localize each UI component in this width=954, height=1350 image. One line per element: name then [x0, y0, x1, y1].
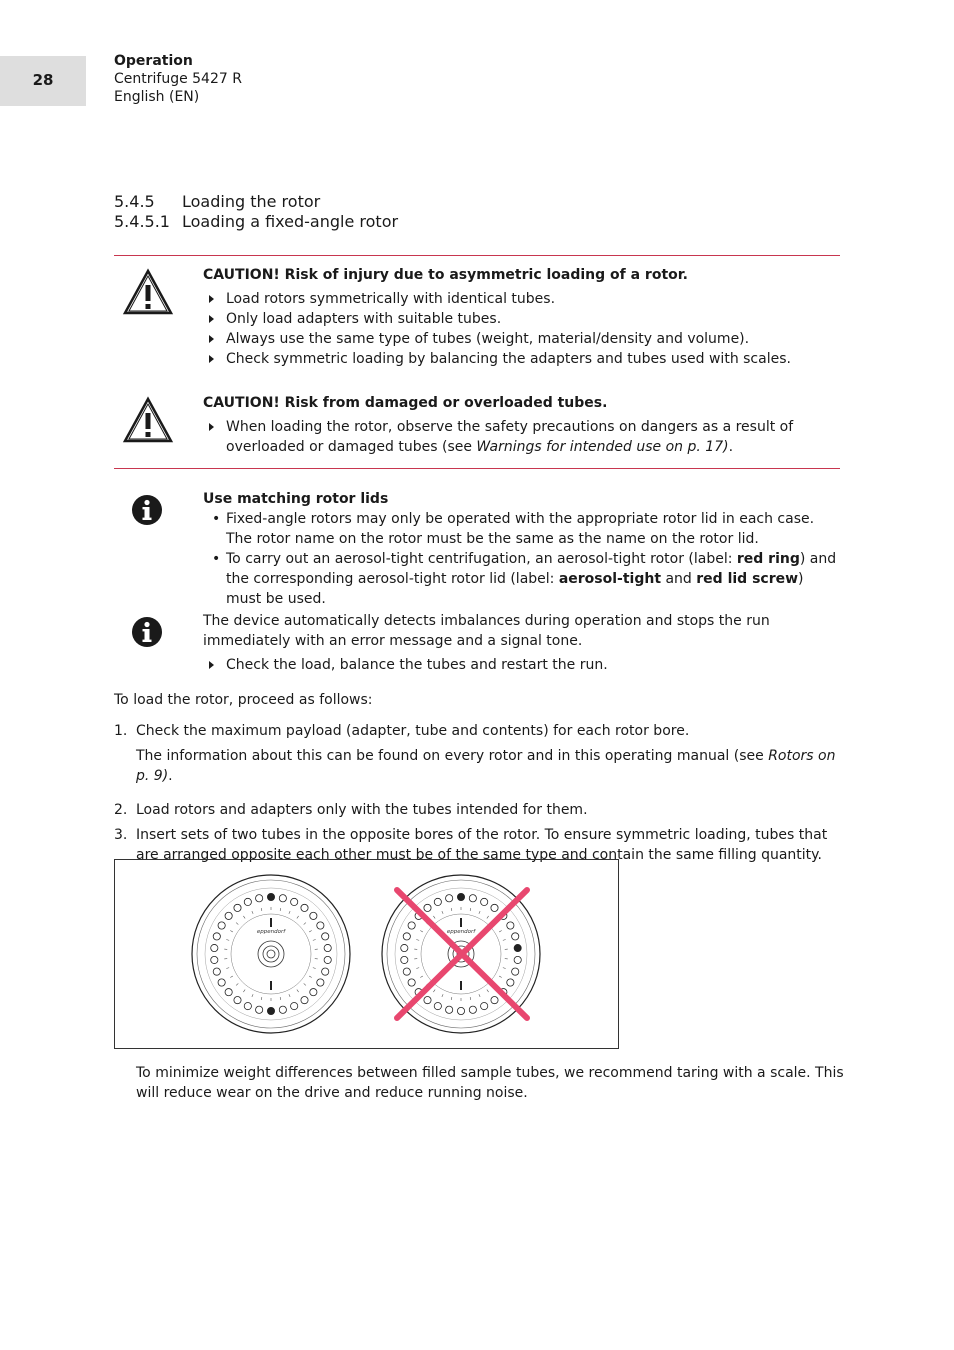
rotor-bore [211, 956, 218, 963]
step-item [114, 721, 844, 786]
bore-number-mark [420, 931, 423, 933]
rotor-bore [434, 1002, 441, 1009]
rotor-bore [446, 895, 453, 902]
bore-number-mark [309, 931, 312, 933]
caution-list [203, 417, 843, 457]
caution-asymmetric [203, 265, 843, 369]
bore-number-mark [499, 976, 502, 978]
cross-reference-link[interactable]: Rotors on p. 9) [136, 748, 836, 784]
bore-number-mark [313, 939, 316, 940]
header-product: Centrifuge 5427 R [114, 71, 242, 87]
list-item: • Fixed-angle rotors may only be operated with the appropriate rotor lid in each case. The rotor name on the rotor must be the same as the name on the rotor lid. [203, 509, 843, 549]
rotor-bore [507, 979, 514, 986]
list-item-text: When loading the rotor, observe the safety precautions on dangers as a result of overloaded or damaged tubes (see [226, 419, 794, 455]
bore-number-mark [433, 990, 435, 992]
rotor-bore [291, 1002, 298, 1009]
rotor-bore [457, 1007, 464, 1014]
list-item: Only load adapters with suitable tubes. [203, 309, 843, 329]
bore-number-mark [236, 923, 238, 925]
rotor-bore [469, 1006, 476, 1013]
cross-reference-link[interactable]: Warnings for intended use on p. 17) [476, 439, 729, 455]
list-item [203, 549, 843, 609]
incorrect-cross-icon [397, 890, 527, 1018]
rotor-bore [403, 968, 410, 975]
label-red-lid-screw: red lid screw [696, 571, 799, 587]
bore-number-mark [433, 916, 435, 918]
bore-number-mark [297, 916, 299, 918]
bore-number-mark [226, 968, 229, 969]
header-language: English (EN) [114, 89, 200, 105]
warning-triangle-icon [122, 396, 174, 444]
rotor-bore [408, 979, 415, 986]
rotor-bore [310, 912, 317, 919]
step-number: 2. [114, 802, 128, 818]
list-item-end: . [728, 439, 734, 455]
heading-number: 5.4.5 [114, 192, 155, 211]
bore-number-mark [470, 997, 471, 1000]
rotor-bore [514, 944, 521, 951]
rotor-bore [512, 968, 519, 975]
label-aerosol-tight: aerosol-tight [558, 571, 662, 587]
caution-title: CAUTION! Risk of injury due to asymmetric loading of a rotor. [203, 267, 688, 283]
rotor-bore [512, 933, 519, 940]
list-item-text: and [661, 571, 697, 587]
subheading-title: Loading a fixed-angle rotor [182, 212, 399, 231]
caution-top-rule [114, 255, 840, 256]
rotor-bore [481, 898, 488, 905]
rotor-bore [317, 922, 324, 929]
rotor-bore [301, 904, 308, 911]
rotor-bore [279, 1006, 286, 1013]
rotor-bore [324, 956, 331, 963]
bore-number-mark [416, 939, 419, 940]
closing-paragraph: To minimize weight differences between filled sample tubes, we recommend taring with a scale. This will reduce wear on the drive and reduce running noise. [136, 1065, 844, 1101]
rotor-bore [403, 933, 410, 940]
rotor-bore [408, 922, 415, 929]
bore-number-mark [243, 916, 245, 918]
info-title: Use matching rotor lids [203, 491, 389, 507]
bore-number-mark [226, 939, 229, 940]
rotor-bore [401, 956, 408, 963]
rotor-bore [514, 956, 521, 963]
bore-number-mark [261, 908, 262, 911]
bore-number-mark [487, 990, 489, 992]
rotor-loading-figure [114, 859, 619, 1049]
procedure-steps [114, 721, 844, 865]
caution-bottom-rule [114, 468, 840, 469]
info-list [203, 509, 843, 609]
bore-number-mark [289, 911, 290, 914]
bore-number-mark [503, 968, 506, 969]
bore-number-mark [280, 997, 281, 1000]
bore-number-mark [470, 908, 471, 911]
rotor-brand-label: eppendorf [256, 929, 286, 935]
bore-number-mark [252, 994, 253, 997]
rotor-bore [218, 922, 225, 929]
rotor-bore [244, 898, 251, 905]
bore-number-mark [479, 911, 480, 914]
rotor-bore [267, 1007, 274, 1014]
info-text: The device automatically detects imbalances during operation and stops the run immediately with an error message and a signal tone. [203, 613, 770, 649]
rotor-bore [424, 904, 431, 911]
rotor-bore [225, 912, 232, 919]
rotor-bore [491, 904, 498, 911]
bore-number-mark [252, 911, 253, 914]
label-red-ring: red ring [736, 551, 800, 567]
list-item [203, 417, 843, 457]
rotor-bore [225, 989, 232, 996]
rotor-bore [322, 933, 329, 940]
rotor-bore [310, 989, 317, 996]
rotor-bore [469, 895, 476, 902]
step-note [136, 746, 844, 786]
bore-number-mark [309, 976, 312, 978]
page-number: 28 [32, 71, 54, 89]
bore-number-mark [230, 976, 233, 978]
bore-number-mark [442, 911, 443, 914]
rotor-bore [213, 968, 220, 975]
rotor-bore [324, 944, 331, 951]
header-section: Operation [114, 53, 193, 69]
rotor-bore [507, 922, 514, 929]
rotor-bore [401, 944, 408, 951]
step-text: Load rotors and adapters only with the tubes intended for them. [136, 802, 588, 818]
info-rotor-lids [203, 489, 843, 609]
bore-number-mark [230, 931, 233, 933]
list-item-text: ) must be used. [226, 571, 804, 607]
caution-list [203, 289, 843, 369]
info-icon [131, 616, 163, 648]
caution-title: CAUTION! Risk from damaged or overloaded tubes. [203, 395, 608, 411]
list-item-text: To carry out an aerosol-tight centrifugation, an aerosol-tight rotor (label: [226, 551, 737, 567]
bore-number-mark [451, 908, 452, 911]
warning-triangle-icon [122, 268, 174, 316]
info-icon [131, 494, 163, 526]
rotor-bore [234, 997, 241, 1004]
rotor-bore [244, 1002, 251, 1009]
rotor-bore [234, 904, 241, 911]
rotor-bore [218, 979, 225, 986]
bore-number-mark [261, 997, 262, 1000]
bore-number-mark [442, 994, 443, 997]
rotor-illustrations [115, 860, 618, 1048]
running-header [114, 52, 242, 106]
info-list [203, 655, 843, 675]
list-item: Always use the same type of tubes (weight, material/density and volume). [203, 329, 843, 349]
list-item-text: ) and the corresponding aerosol-tight rotor lid (label: [226, 551, 837, 587]
bore-number-mark [304, 923, 306, 925]
rotor-bore [457, 893, 464, 900]
rotor-bore [317, 979, 324, 986]
step-note-text: The information about this can be found on every rotor and in this operating manual (see [136, 748, 769, 764]
rotor-bore [279, 895, 286, 902]
bore-number-mark [499, 931, 502, 933]
bore-number-mark [451, 997, 452, 1000]
caution-damaged-tubes [203, 393, 843, 457]
rotor-bore [256, 1006, 263, 1013]
rotor-bore [446, 1006, 453, 1013]
bore-number-mark [236, 983, 238, 985]
list-item: Check symmetric loading by balancing the adapters and tubes used with scales. [203, 349, 843, 369]
step-item [114, 800, 844, 820]
bore-number-mark [416, 968, 419, 969]
step-text: Insert sets of two tubes in the opposite bores of the rotor. To ensure symmetric loading, tubes that are arranged opposite each other must be of the same type and contain the same filling quantity. [136, 827, 828, 863]
bore-number-mark [243, 990, 245, 992]
heading-title: Loading the rotor [182, 192, 321, 211]
list-item: Check the load, balance the tubes and restart the run. [203, 655, 843, 675]
bore-number-mark [313, 968, 316, 969]
rotor-bore [424, 997, 431, 1004]
info-imbalance [203, 611, 843, 675]
rotor-bore [434, 898, 441, 905]
rotor-brand-label: eppendorf [446, 929, 476, 935]
bore-number-mark [297, 990, 299, 992]
bore-number-mark [503, 939, 506, 940]
rotor-bore [256, 895, 263, 902]
step-number: 1. [114, 723, 128, 739]
rotor-bore [291, 898, 298, 905]
step-text: Check the maximum payload (adapter, tube and contents) for each rotor bore. [136, 723, 690, 739]
bore-number-mark [420, 976, 423, 978]
rotor-bore [301, 997, 308, 1004]
subheading-number: 5.4.5.1 [114, 212, 170, 231]
rotor-bore [211, 944, 218, 951]
rotor-bore [481, 1002, 488, 1009]
list-item: Load rotors symmetrically with identical tubes. [203, 289, 843, 309]
rotor-bore [213, 933, 220, 940]
step-note-end: . [168, 768, 173, 784]
bore-number-mark [280, 908, 281, 911]
rotor-bore [322, 968, 329, 975]
step-number: 3. [114, 827, 128, 843]
rotor-correct-loading [192, 875, 350, 1033]
rotor-bore [491, 997, 498, 1004]
bore-number-mark [487, 916, 489, 918]
procedure-intro: To load the rotor, proceed as follows: [114, 692, 373, 708]
rotor-bore [267, 893, 274, 900]
section-heading [114, 192, 398, 232]
bore-number-mark [479, 994, 480, 997]
bore-number-mark [289, 994, 290, 997]
bore-number-mark [304, 983, 306, 985]
